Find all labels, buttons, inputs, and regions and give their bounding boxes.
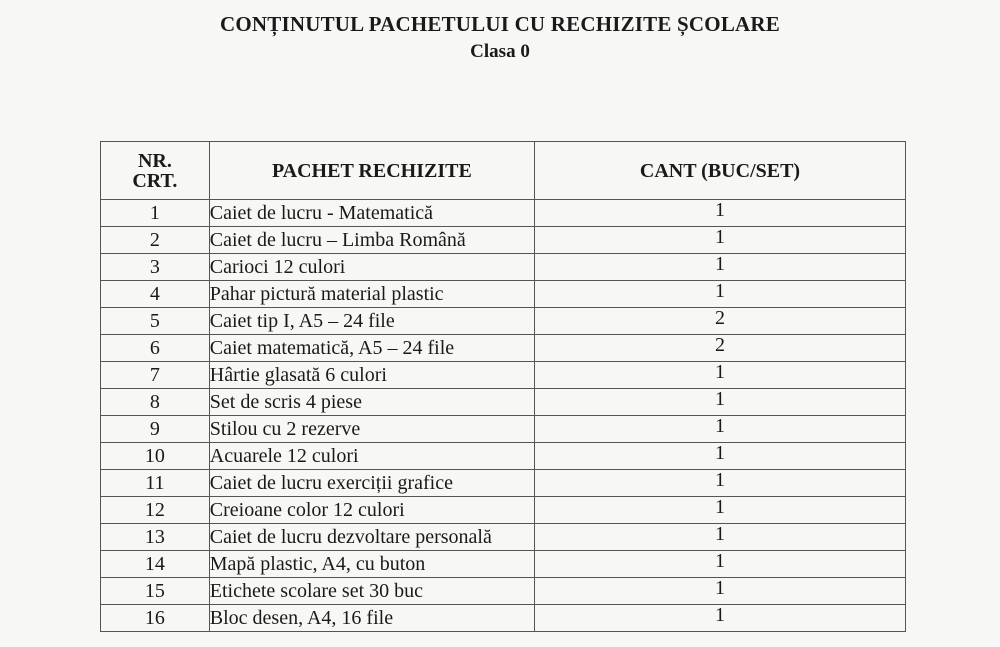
table-row [101,578,906,605]
row-item-cell: Caiet de lucru – Limba Română [209,227,534,254]
row-quantity-cell: 1 [534,551,905,578]
header-nr-crt [101,142,210,200]
row-item-cell: Hârtie glasată 6 culori [209,362,534,389]
row-number-cell: 15 [101,578,210,605]
table-row [101,416,906,443]
row-quantity-cell: 1 [534,254,905,281]
table-row [101,254,906,281]
row-item-cell: Creioane color 12 culori [209,497,534,524]
row-item-cell: Mapă plastic, A4, cu buton [209,551,534,578]
row-number-cell: 14 [101,551,210,578]
table-row [101,389,906,416]
row-item-cell: Stilou cu 2 rezerve [209,416,534,443]
row-number-cell: 4 [101,281,210,308]
row-item-cell: Caiet de lucru dezvoltare personală [209,524,534,551]
table-row [101,200,906,227]
row-quantity-cell: 1 [534,281,905,308]
row-quantity-cell: 2 [534,308,905,335]
row-item-cell: Carioci 12 culori [209,254,534,281]
table-row [101,281,906,308]
row-item-cell: Pahar pictură material plastic [209,281,534,308]
header-package: PACHET RECHIZITE [209,142,534,200]
row-quantity-cell: 1 [534,605,905,632]
row-number-cell: 5 [101,308,210,335]
row-item-cell: Etichete scolare set 30 buc [209,578,534,605]
row-number-cell: 2 [101,227,210,254]
document-title: CONȚINUTUL PACHETULUI CU RECHIZITE ȘCOLARE [220,12,780,36]
row-number-cell: 9 [101,416,210,443]
row-number-cell: 1 [101,200,210,227]
row-quantity-cell: 1 [534,362,905,389]
supplies-table [100,141,906,632]
row-item-cell: Caiet de lucru - Matematică [209,200,534,227]
row-quantity-cell: 1 [534,443,905,470]
row-number-cell: 7 [101,362,210,389]
table-row [101,362,906,389]
row-number-cell: 6 [101,335,210,362]
table-row [101,551,906,578]
row-item-cell: Caiet tip I, A5 – 24 file [209,308,534,335]
row-quantity-cell: 1 [534,200,905,227]
row-quantity-cell: 1 [534,416,905,443]
table-row [101,443,906,470]
row-item-cell: Acuarele 12 culori [209,443,534,470]
row-quantity-cell: 1 [534,389,905,416]
row-quantity-cell: 2 [534,335,905,362]
table-row [101,524,906,551]
row-number-cell: 11 [101,470,210,497]
table-row [101,335,906,362]
header-quantity: CANT (BUC/SET) [534,142,905,200]
row-item-cell: Caiet de lucru exerciții grafice [209,470,534,497]
document-subtitle: Clasa 0 [470,41,530,62]
table-row [101,605,906,632]
row-number-cell: 3 [101,254,210,281]
row-item-cell: Set de scris 4 piese [209,389,534,416]
row-quantity-cell: 1 [534,524,905,551]
header-nr-line2: CRT. [132,169,178,192]
row-quantity-cell: 1 [534,227,905,254]
row-number-cell: 13 [101,524,210,551]
table-row [101,227,906,254]
row-number-cell: 8 [101,389,210,416]
row-quantity-cell: 1 [534,497,905,524]
row-number-cell: 12 [101,497,210,524]
header-nr-line1: NR. [137,149,172,172]
table-header-row [101,142,906,200]
row-quantity-cell: 1 [534,470,905,497]
row-number-cell: 10 [101,443,210,470]
row-number-cell: 16 [101,605,210,632]
table-row [101,470,906,497]
row-item-cell: Caiet matematică, A5 – 24 file [209,335,534,362]
row-item-cell: Bloc desen, A4, 16 file [209,605,534,632]
table-row [101,497,906,524]
row-quantity-cell: 1 [534,578,905,605]
table-row [101,308,906,335]
